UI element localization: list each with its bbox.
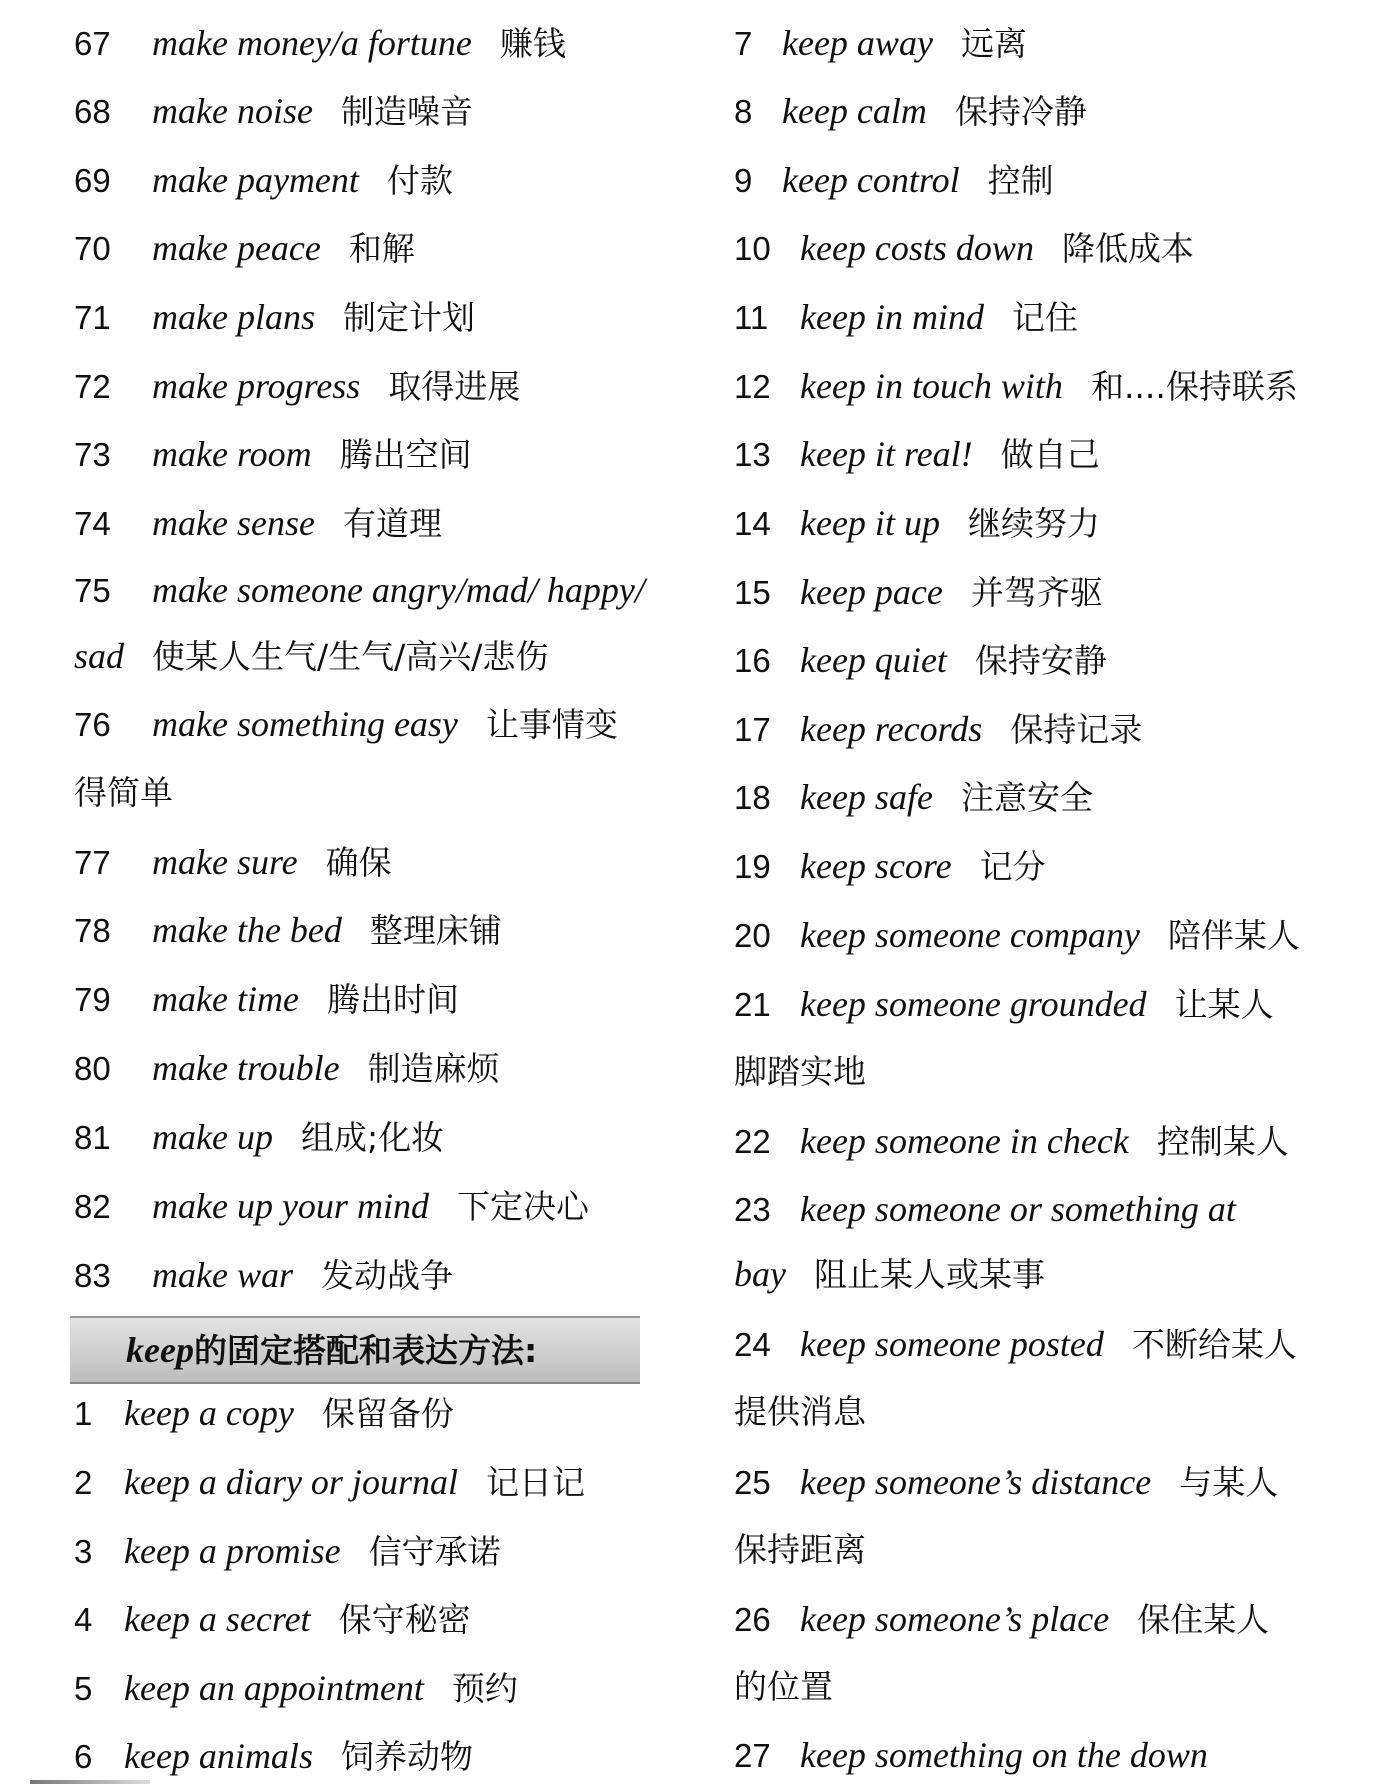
- entry-row-continuation: bay 阻止某人或某事: [734, 1254, 1045, 1294]
- entry-row: 19 keep score 记分: [734, 846, 1046, 886]
- entry-row: 17 keep records 保持记录: [734, 709, 1143, 749]
- entry-row: 15 keep pace 并驾齐驱: [734, 572, 1103, 612]
- entry-row: 4 keep a secret 保守秘密: [74, 1599, 471, 1639]
- entry-row: 6 keep animals 饲养动物: [74, 1736, 473, 1776]
- entry-row: 24 keep someone posted 不断给某人: [734, 1324, 1297, 1364]
- entry-row: 20 keep someone company 陪伴某人: [734, 915, 1300, 955]
- entry-row: 69 make payment 付款: [74, 160, 453, 200]
- section-header: [70, 1316, 640, 1384]
- entry-row: 2 keep a diary or journal 记日记: [74, 1462, 585, 1502]
- entry-row: 68 make noise 制造噪音: [74, 91, 473, 131]
- section-header-title: 的固定搭配和表达方法:: [193, 1331, 538, 1370]
- entry-row: 78 make the bed 整理床铺: [74, 910, 502, 950]
- entry-row: 23 keep someone or something at: [734, 1189, 1236, 1229]
- entry-row: 79 make time 腾出时间: [74, 979, 459, 1019]
- entry-row: 83 make war 发动战争: [74, 1255, 453, 1295]
- entry-row: 26 keep someone’s place 保住某人: [734, 1599, 1270, 1639]
- entry-row: 9 keep control 控制: [734, 160, 1054, 200]
- entry-row: 82 make up your mind 下定决心: [74, 1186, 589, 1226]
- scan-edge-mark: [30, 1780, 150, 1784]
- entry-row: 80 make trouble 制造麻烦: [74, 1048, 500, 1088]
- entry-row-continuation: 脚踏实地: [734, 1052, 866, 1091]
- entry-row-continuation: 提供消息: [734, 1392, 866, 1431]
- entry-row: 76 make something easy 让事情变: [74, 704, 618, 744]
- entry-row: 10 keep costs down 降低成本: [734, 228, 1194, 268]
- entry-row: 22 keep someone in check 控制某人: [734, 1121, 1289, 1161]
- entry-row-continuation: 得简单: [74, 773, 173, 812]
- entry-row: 7 keep away 远离: [734, 23, 1027, 63]
- entry-row: 18 keep safe 注意安全: [734, 777, 1093, 817]
- entry-row: 25 keep someone’s distance 与某人: [734, 1462, 1279, 1502]
- entry-row: 1 keep a copy 保留备份: [74, 1393, 454, 1433]
- entry-row: 77 make sure 确保: [74, 842, 392, 882]
- entry-row: 70 make peace 和解: [74, 228, 415, 268]
- entry-row: 73 make room 腾出空间: [74, 434, 472, 474]
- entry-row: 16 keep quiet 保持安静: [734, 640, 1107, 680]
- entry-row: 75 make someone angry/mad/ happy/: [74, 570, 645, 610]
- entry-row: 3 keep a promise 信守承诺: [74, 1531, 501, 1571]
- entry-row: 72 make progress 取得进展: [74, 366, 521, 406]
- entry-row: 74 make sense 有道理: [74, 503, 442, 543]
- entry-row: 13 keep it real! 做自己: [734, 434, 1100, 474]
- entry-row: 11 keep in mind 记住: [734, 297, 1078, 337]
- entry-row: 27 keep something on the down: [734, 1735, 1208, 1775]
- entry-row: 8 keep calm 保持冷静: [734, 91, 1087, 131]
- entry-row: 67 make money/a fortune 赚钱: [74, 23, 566, 63]
- entry-row: 71 make plans 制定计划: [74, 297, 475, 337]
- entry-row-continuation: 保持距离: [734, 1530, 866, 1569]
- entry-row: 14 keep it up 继续努力: [734, 503, 1100, 543]
- entry-row: 5 keep an appointment 预约: [74, 1668, 518, 1708]
- entry-row: 81 make up 组成;化妆: [74, 1117, 445, 1157]
- entry-row-continuation: 的位置: [734, 1667, 833, 1706]
- entry-row: 12 keep in touch with 和....保持联系: [734, 366, 1298, 406]
- entry-row: 21 keep someone grounded 让某人: [734, 984, 1274, 1024]
- entry-row-continuation: sad 使某人生气/生气/高兴/悲伤: [74, 636, 549, 676]
- section-header-keyword: keep: [126, 1330, 194, 1370]
